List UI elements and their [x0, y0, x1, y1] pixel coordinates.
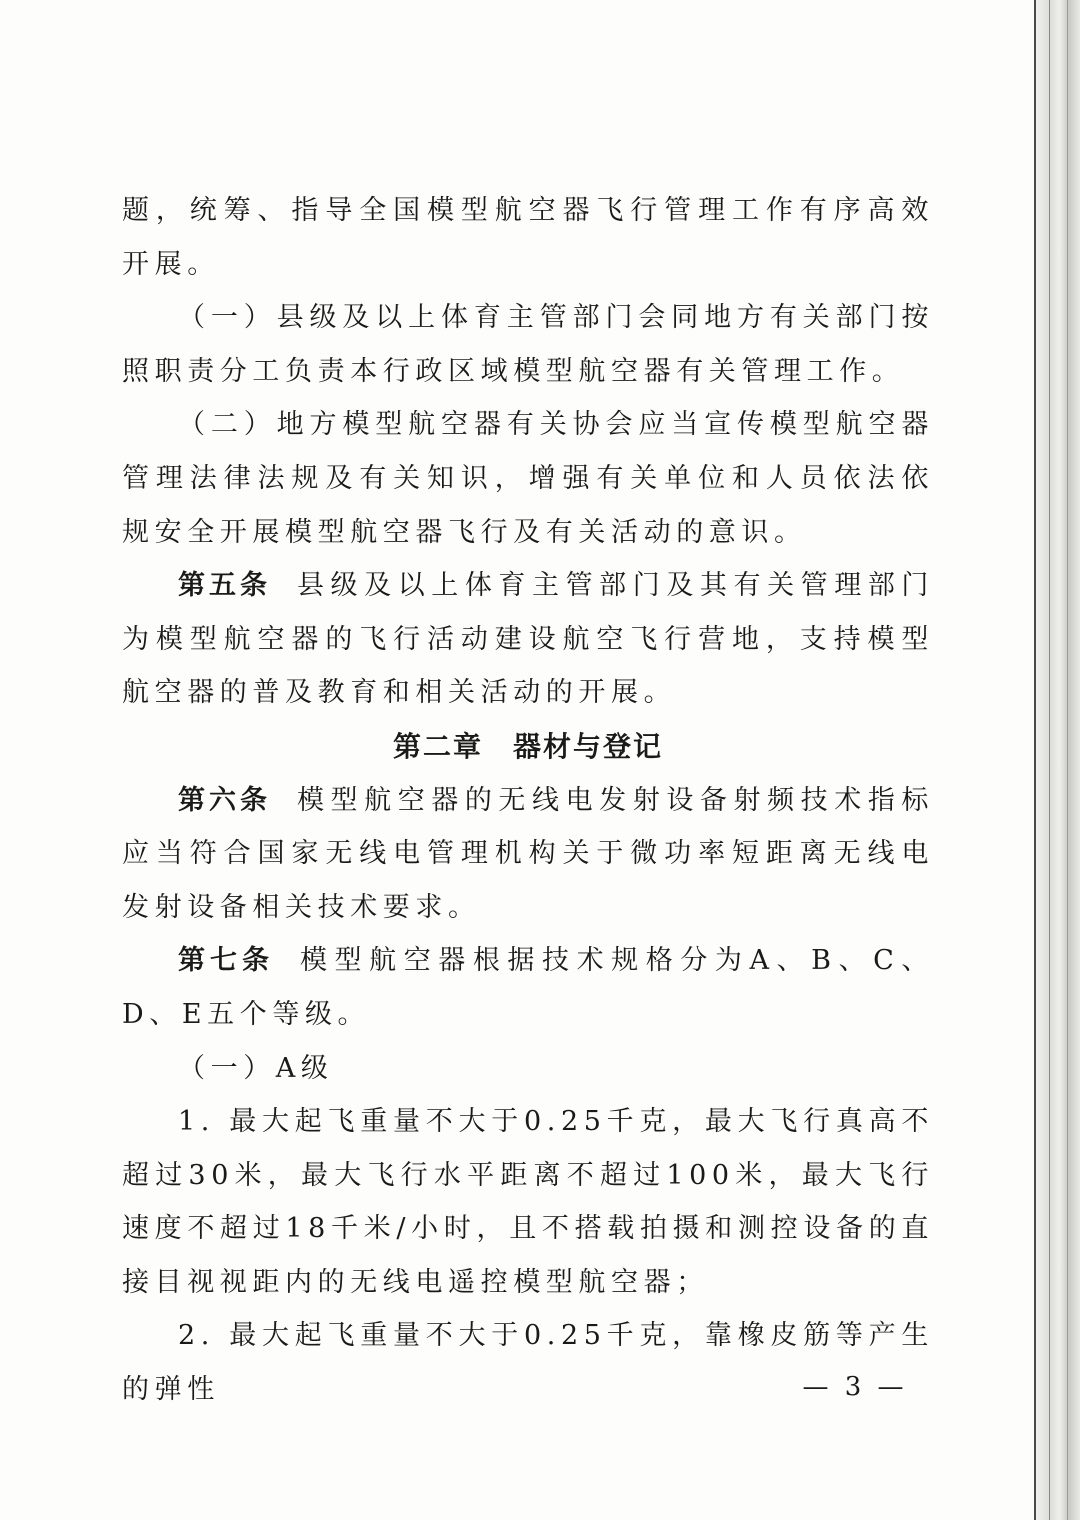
list-item: 1. 最大起飞重量不大于0.25千克，最大飞行真高不超过30米，最大飞行水平距离不超过100米，最大飞行速度不超过18千米/小时，且不搭载拍摄和测控设备的直接目视视距内的无线电遥控模型航空器； — [122, 1106, 934, 1298]
chapter-title: 器材与登记 — [513, 729, 664, 763]
book-edge-line — [1067, 0, 1068, 1520]
document-body — [122, 184, 934, 1417]
list-item: 2. 最大起飞重量不大于0.25千克，靠橡皮筋等产生的弹性 — [122, 1320, 934, 1406]
book-edge-line — [1034, 0, 1036, 1520]
article-text: 模型航空器的无线电发射设备射频技术指标应当符合国家无线电管理机构关于微功率短距离无线电发射设备相关技术要求。 — [122, 784, 935, 923]
paragraph: （二）地方模型航空器有关协会应当宣传模型航空器管理法律法规及有关知识，增强有关单位和人员依法依规安全开展模型航空器飞行及有关活动的意识。 — [122, 409, 934, 548]
article-text: 模型航空器根据技术规格分为A、B、C、D、E五个等级。 — [122, 945, 935, 1030]
article-7 — [122, 934, 934, 1041]
article-6 — [122, 774, 934, 935]
chapter-number: 第二章 — [392, 729, 483, 763]
article-number: 第七条 — [178, 945, 274, 977]
page-number: — 3 — — [802, 1372, 908, 1402]
article-5 — [122, 559, 934, 720]
subsection-heading: （一）A级 — [178, 1052, 334, 1084]
article-number: 第六条 — [178, 784, 271, 816]
book-edge — [1034, 0, 1080, 1520]
chapter-heading — [122, 720, 934, 774]
book-edge-line — [1049, 0, 1050, 1520]
article-number: 第五条 — [178, 570, 271, 602]
article-text: 县级及以上体育主管部门及其有关管理部门为模型航空器的飞行活动建设航空飞行营地，支持模型航空器的普及教育和相关活动的开展。 — [122, 570, 935, 709]
paragraph: （一）县级及以上体育主管部门会同地方有关部门按照职责分工负责本行政区域模型航空器有关管理工作。 — [122, 302, 934, 387]
paragraph: 题，统筹、指导全国模型航空器飞行管理工作有序高效开展。 — [122, 195, 934, 280]
